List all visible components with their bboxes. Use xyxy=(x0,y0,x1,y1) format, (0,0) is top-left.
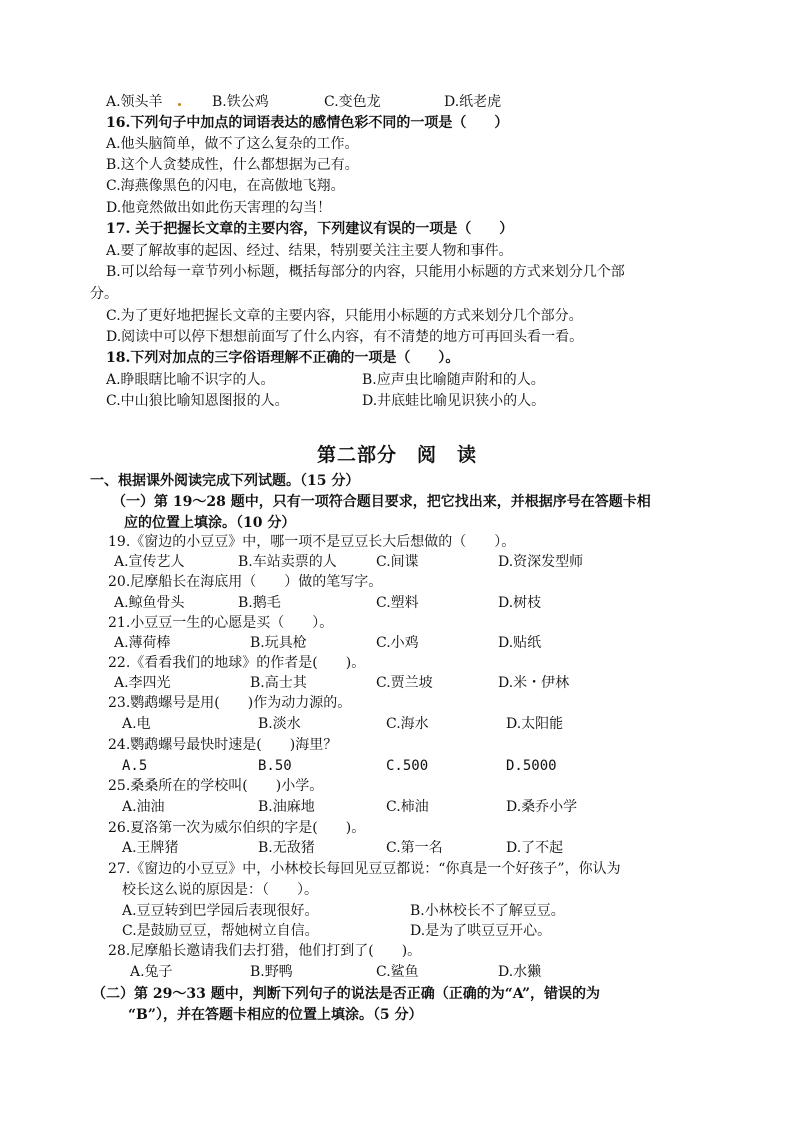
q19-option-a: A.宣传艺人 xyxy=(114,554,185,570)
q15-option-d: D.纸老虎 xyxy=(444,94,502,110)
q27-option-c: C.是鼓励豆豆，帮她树立自信。 xyxy=(122,923,319,939)
q28-stem: 28.尼摩船长邀请我们去打猎，他们打到了( )。 xyxy=(108,943,422,959)
q26-option-c: C.第一名 xyxy=(386,840,443,856)
q16-option-a: A.他头脑简单，做不了这么复杂的工作。 xyxy=(106,136,359,152)
q27-option-b: B.小林校长不了解豆豆。 xyxy=(410,903,565,919)
part1-sub1-line2: 应的位置上填涂。（10 分） xyxy=(124,515,296,531)
q15-option-c: C.变色龙 xyxy=(324,94,381,110)
q15-option-b: B.铁公鸡 xyxy=(212,94,269,110)
q24-option-a: A.5 xyxy=(122,758,148,774)
q20-option-b: B.鹅毛 xyxy=(238,595,281,611)
q23-option-a: A.电 xyxy=(122,716,151,732)
q18-option-a: A.睁眼瞎比喻不识字的人。 xyxy=(106,372,275,388)
q18-stem: 18.下列对加点的三字俗语理解不正确的一项是（ ）。 xyxy=(106,350,460,366)
q27-option-d: D.是为了哄豆豆开心。 xyxy=(410,923,552,939)
q24-stem: 24.鹦鹉螺号最快时速是( )海里？ xyxy=(108,737,338,753)
q26-option-b: B.无敌猪 xyxy=(258,840,315,856)
q19-option-b: B.车站卖票的人 xyxy=(238,554,337,570)
q26-stem: 26.夏洛第一次为威尔伯织的字是( )。 xyxy=(108,820,366,836)
q25-option-a: A.油油 xyxy=(122,799,165,815)
section-title: 第二部分 阅 读 xyxy=(316,444,477,466)
q17-option-d: D.阅读中可以停下想想前面写了什么内容，有不清楚的地方可再回头看一看。 xyxy=(106,329,584,345)
emphasis-dot xyxy=(178,103,181,106)
q20-option-c: C.塑料 xyxy=(376,595,419,611)
q15-option-a: A.领头羊 xyxy=(106,94,163,110)
q24-option-c: C.500 xyxy=(386,758,429,774)
q28-option-c: C.鲨鱼 xyxy=(376,964,419,980)
q25-option-b: B.油麻地 xyxy=(258,799,315,815)
part1-heading: 一、根据课外阅读完成下列试题。（15 分） xyxy=(90,473,360,489)
q23-stem: 23.鹦鹉螺号是用( )作为动力源的。 xyxy=(108,695,352,711)
q24-option-b: B.50 xyxy=(258,758,292,774)
q27-stem-line2: 校长这么说的原因是：（ ）。 xyxy=(122,882,318,898)
q21-option-a: A.薄荷棒 xyxy=(114,635,171,651)
q16-option-d: D.他竟然做出如此伤天害理的勾当！ xyxy=(106,200,332,216)
q16-option-c: C.海燕像黑色的闪电，在高傲地飞翔。 xyxy=(106,178,345,194)
q19-option-c: C.间谍 xyxy=(376,554,419,570)
q23-option-c: C.海水 xyxy=(386,716,429,732)
q17-option-c: C.为了更好地把握长文章的主要内容，只能用小标题的方式来划分几个部分。 xyxy=(106,308,583,324)
q25-option-c: C.柿油 xyxy=(386,799,429,815)
q22-stem: 22.《看看我们的地球》的作者是( )。 xyxy=(108,655,366,671)
q17-option-b-cont: 分。 xyxy=(90,286,118,302)
q27-option-a: A.豆豆转到巴学园后表现很好。 xyxy=(122,903,319,919)
q22-option-d: D.米・伊林 xyxy=(498,675,570,691)
q17-option-a: A.要了解故事的起因、经过、结果，特别要关注主要人物和事件。 xyxy=(106,243,513,259)
part2-line2: “B”），并在答题卡相应的位置上填涂。（5 分） xyxy=(128,1007,423,1023)
q22-option-c: C.贾兰坡 xyxy=(376,675,433,691)
q28-option-b: B.野鸭 xyxy=(250,964,293,980)
q20-stem: 20.尼摩船长在海底用（ ）做的笔写字。 xyxy=(108,574,383,590)
q24-option-d: D.5000 xyxy=(506,758,557,774)
q21-option-d: D.贴纸 xyxy=(498,635,542,651)
q18-option-b: B.应声虫比喻随声附和的人。 xyxy=(362,372,545,388)
q25-option-d: D.桑乔小学 xyxy=(506,799,578,815)
q21-stem: 21.小豆豆一生的心愿是买（ ）。 xyxy=(108,615,334,631)
q26-option-d: D.了不起 xyxy=(506,840,564,856)
part2-line1: （二）第 29～33 题中，判断下列句子的说法是否正确（正确的为“A”，错误的为 xyxy=(92,986,601,1002)
q19-option-d: D.资深发型师 xyxy=(498,554,584,570)
q23-option-b: B.淡水 xyxy=(258,716,301,732)
q22-option-b: B.高士其 xyxy=(250,675,307,691)
part1-sub1-line1: （一）第 19～28 题中，只有一项符合题目要求，把它找出来，并根据序号在答题卡相 xyxy=(112,494,651,510)
q28-option-a: A.兔子 xyxy=(130,964,173,980)
q18-option-d: D.井底蛙比喻见识狭小的人。 xyxy=(362,393,546,409)
q20-option-d: D.树枝 xyxy=(498,595,542,611)
q18-option-c: C.中山狼比喻知恩图报的人。 xyxy=(106,393,289,409)
q23-option-d: D.太阳能 xyxy=(506,716,564,732)
q27-stem-line1: 27.《窗边的小豆豆》中，小林校长每回见豆豆都说：“你真是一个好孩子”，你认为 xyxy=(108,861,621,877)
q26-option-a: A.王牌猪 xyxy=(122,840,179,856)
q21-option-b: B.玩具枪 xyxy=(250,635,307,651)
q19-stem: 19.《窗边的小豆豆》中，哪一项不是豆豆长大后想做的（ ）。 xyxy=(108,534,516,550)
q16-stem: 16.下列句子中加点的词语表达的感情色彩不同的一项是（ ） xyxy=(106,115,509,131)
q25-stem: 25.桑桑所在的学校叫( )小学。 xyxy=(108,778,324,794)
q20-option-a: A.鲸鱼骨头 xyxy=(114,595,185,611)
q22-option-a: A.李四光 xyxy=(114,675,171,691)
q17-stem: 17. 关于把握长文章的主要内容，下列建议有误的一项是（ ） xyxy=(106,221,514,237)
q21-option-c: C.小鸡 xyxy=(376,635,419,651)
q28-option-d: D.水獭 xyxy=(498,964,542,980)
q16-option-b: B.这个人贪婪成性，什么都想据为己有。 xyxy=(106,157,359,173)
q17-option-b: B.可以给每一章节列小标题，概括每部分的内容，只能用小标题的方式来划分几个部 xyxy=(106,264,625,280)
